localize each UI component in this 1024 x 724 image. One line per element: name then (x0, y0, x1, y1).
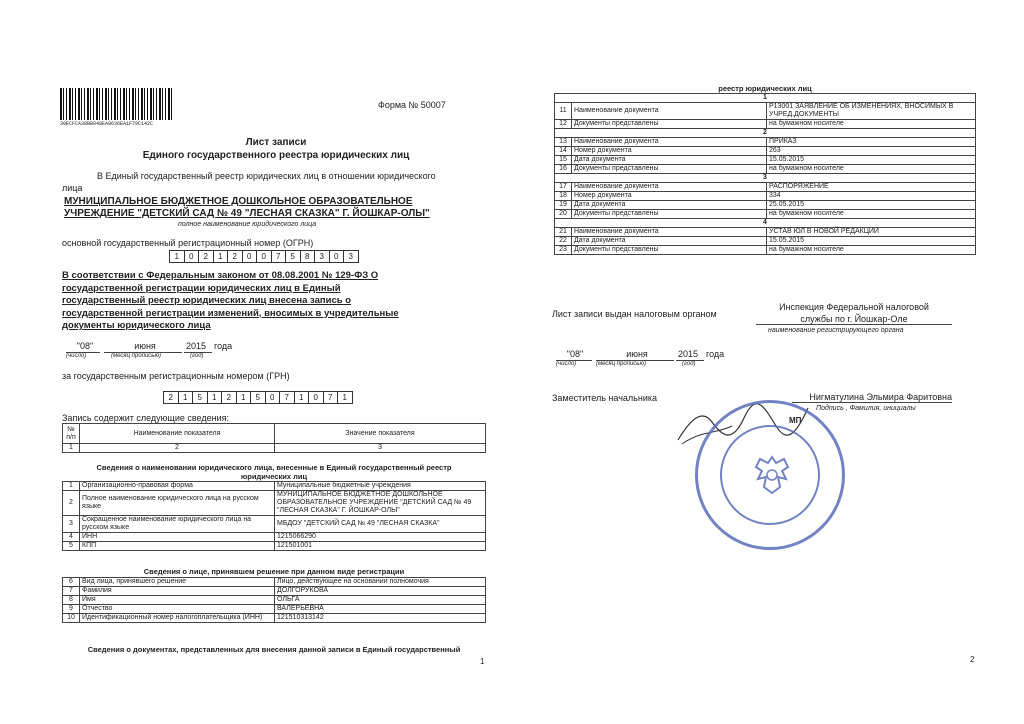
grn-label: за государственным регистрационным номером (ГРН) (62, 371, 290, 381)
row-number: 16 (555, 165, 572, 174)
group-index: 2 (555, 129, 976, 138)
row-indicator-name: Идентификационный номер налогоплательщика (ИНН) (80, 614, 275, 623)
ogrn-digit: 0 (242, 250, 258, 263)
ogrn-number (170, 250, 359, 263)
law-line: В соответствии с Федеральным законом от 08.08.2001 № 129-ФЗ О (62, 270, 379, 281)
row-number: 14 (555, 147, 572, 156)
row-indicator-name: Наименование документа (572, 183, 767, 192)
table-row (63, 516, 486, 533)
row-indicator-name: Дата документа (572, 156, 767, 165)
row-indicator-name: Вид лица, принявшего решение (80, 578, 275, 587)
col-index: 1 (63, 444, 80, 453)
table-row (555, 201, 976, 210)
row-number: 11 (555, 103, 572, 120)
law-line: документы юридического лица (62, 320, 211, 331)
row-number: 22 (555, 237, 572, 246)
row-number: 6 (63, 578, 80, 587)
ogrn-digit: 1 (169, 250, 185, 263)
grn-digit: 5 (250, 391, 266, 404)
org-full-name (64, 196, 464, 220)
issue-caption-year: (год) (682, 361, 696, 367)
table-row (555, 165, 976, 174)
law-line: государственной регистрации изменений, вносимых в учредительные (62, 307, 399, 319)
group-index: 1 (555, 94, 976, 103)
col-value-header: Значение показателя (275, 424, 486, 444)
official-seal (695, 400, 845, 550)
row-indicator-value: МУНИЦИПАЛЬНОЕ БЮДЖЕТНОЕ ДОШКОЛЬНОЕ ОБРАЗОВАТЕЛЬНОЕ УЧРЕЖДЕНИЕ "ДЕТСКИЙ САД № 49 "ЛЕСНАЯ СКАЗКА" Г. ЙОШКАР-ОЛЫ" (275, 491, 486, 516)
row-indicator-name: Наименование документа (572, 138, 767, 147)
row-number: 4 (63, 533, 80, 542)
row-indicator-name: Наименование документа (572, 228, 767, 237)
row-indicator-name: Документы представлены (572, 246, 767, 255)
table-row (63, 482, 486, 491)
group-index: 4 (555, 219, 976, 228)
row-indicator-name: Дата документа (572, 201, 767, 210)
org-name-line: МУНИЦИПАЛЬНОЕ БЮДЖЕТНОЕ ДОШКОЛЬНОЕ ОБРАЗОВАТЕЛЬНОЕ (64, 196, 413, 207)
row-number: 12 (555, 120, 572, 129)
caption-month: (месяц прописью) (111, 353, 161, 359)
ogrn-digit: 2 (227, 250, 243, 263)
row-indicator-name: Отчество (80, 605, 275, 614)
issue-caption-month: (месяц прописью) (596, 361, 646, 367)
documents-table (554, 93, 976, 255)
row-number: 3 (63, 516, 80, 533)
row-indicator-value: 25.05.2015 (767, 201, 976, 210)
doc-title: Лист записи (245, 137, 307, 148)
row-indicator-value: на бумажном носителе (767, 165, 976, 174)
registry-header: реестр юридических лиц (718, 84, 812, 93)
law-line: государственной регистрации юридических лиц в Единый (62, 282, 341, 294)
row-indicator-value: Муниципальные бюджетные учреждения (275, 482, 486, 491)
signer-caption: Подпись , Фамилия, инициалы (816, 405, 916, 412)
row-indicator-name: Номер документа (572, 192, 767, 201)
row-indicator-value: РАСПОРЯЖЕНИЕ (767, 183, 976, 192)
ogrn-digit: 3 (343, 250, 359, 263)
row-indicator-name: Сокращенное наименование юридического лица на русском языке (80, 516, 275, 533)
table-row (63, 542, 486, 551)
section-docs-title: Сведения о документах, представленных для внесения данной записи в Единый государственный (87, 645, 461, 654)
date-month: июня (134, 341, 156, 351)
ogrn-digit: 2 (198, 250, 214, 263)
date-day: "08" (76, 341, 94, 351)
issue-date-month: июня (626, 349, 648, 359)
table-row (63, 533, 486, 542)
table-row (555, 120, 976, 129)
signer-name: Нигматулина Эльмира Фаритовна (792, 392, 952, 403)
row-number: 9 (63, 605, 80, 614)
row-indicator-value: на бумажном носителе (767, 210, 976, 219)
row-indicator-value: 15.05.2015 (767, 237, 976, 246)
row-indicator-name: КПП (80, 542, 275, 551)
issue-date-year-suffix: года (706, 349, 725, 359)
row-indicator-name: Дата документа (572, 237, 767, 246)
table-row (555, 147, 976, 156)
table-row (555, 103, 976, 120)
form-number: Форма № 50007 (378, 100, 446, 110)
row-number: 13 (555, 138, 572, 147)
row-number: 2 (63, 491, 80, 516)
law-statement (62, 270, 442, 333)
table-row (63, 491, 486, 516)
group-index: 3 (555, 174, 976, 183)
date-year-suffix: года (214, 341, 233, 351)
table-row (63, 614, 486, 623)
row-indicator-value: 121510313142 (275, 614, 486, 623)
issued-label: Лист записи выдан налоговым органом (552, 309, 717, 319)
grn-digit: 7 (323, 391, 339, 404)
row-indicator-name: Имя (80, 596, 275, 605)
row-number: 23 (555, 246, 572, 255)
row-indicator-value: на бумажном носителе (767, 120, 976, 129)
table-row (63, 587, 486, 596)
barcode (60, 88, 172, 120)
grn-digit: 1 (236, 391, 252, 404)
intro-text: В Единый государственный реестр юридических лиц в отношении юридического (97, 171, 436, 181)
row-number: 5 (63, 542, 80, 551)
row-number: 20 (555, 210, 572, 219)
caption-year: (год) (190, 353, 204, 359)
grn-digit: 2 (163, 391, 179, 404)
row-indicator-name: Документы представлены (572, 165, 767, 174)
caption-day: (число) (66, 353, 87, 359)
authority-caption: наименование регистрирующего органа (768, 327, 904, 334)
ogrn-label: основной государственный регистрационный номер (ОГРН) (62, 238, 314, 248)
contains-label: Запись содержит следующие сведения: (62, 413, 229, 423)
col-number-header: № п/п (63, 424, 80, 444)
authority-line-2: службы по г. Йошкар-Оле (756, 314, 952, 325)
row-indicator-value: на бумажном носителе (767, 246, 976, 255)
authority-line-1: Инспекция Федеральной налоговой (779, 302, 929, 312)
section-name-title-2: юридических лиц (240, 472, 308, 481)
decision-person-table (62, 577, 486, 623)
row-number: 18 (555, 192, 572, 201)
ogrn-digit: 7 (271, 250, 287, 263)
row-indicator-name: Наименование документа (572, 103, 767, 120)
grn-digit: 0 (308, 391, 324, 404)
page-number: 1 (480, 657, 485, 666)
row-indicator-value: Р13001 ЗАЯВЛЕНИЕ ОБ ИЗМЕНЕНИЯХ, ВНОСИМЫХ В УЧРЕД.ДОКУМЕНТЫ (767, 103, 976, 120)
barcode-text: 30ECFCA38BB048EA9636EA1F79C142C (60, 121, 154, 127)
issue-caption-day: (число) (556, 361, 577, 367)
table-row (63, 605, 486, 614)
grn-digit: 7 (279, 391, 295, 404)
table-row (555, 246, 976, 255)
table-row (555, 210, 976, 219)
row-indicator-value: 263 (767, 147, 976, 156)
grn-number (164, 391, 353, 404)
doc-subtitle: Единого государственного реестра юридических лиц (142, 150, 410, 161)
date-year: 2015 (186, 341, 207, 351)
ogrn-digit: 1 (213, 250, 229, 263)
row-indicator-value: 1215066290 (275, 533, 486, 542)
ogrn-digit: 5 (285, 250, 301, 263)
double-headed-eagle-icon (750, 451, 794, 499)
ogrn-digit: 0 (184, 250, 200, 263)
ogrn-digit: 0 (329, 250, 345, 263)
row-number: 1 (63, 482, 80, 491)
row-indicator-name: Документы представлены (572, 210, 767, 219)
grn-digit: 1 (294, 391, 310, 404)
row-indicator-value: МБДОУ "ДЕТСКИЙ САД № 49 "ЛЕСНАЯ СКАЗКА" (275, 516, 486, 533)
table-row (555, 237, 976, 246)
ogrn-digit: 8 (300, 250, 316, 263)
table-row (555, 138, 976, 147)
col-index: 2 (80, 444, 275, 453)
row-indicator-name: ИНН (80, 533, 275, 542)
row-indicator-value: ДОЛГОРУКОВА (275, 587, 486, 596)
row-indicator-name: Документы представлены (572, 120, 767, 129)
grn-digit: 1 (207, 391, 223, 404)
org-name-table (62, 481, 486, 551)
row-indicator-value: ВАЛЕРЬЕВНА (275, 605, 486, 614)
org-name-line: УЧРЕЖДЕНИЕ "ДЕТСКИЙ САД № 49 "ЛЕСНАЯ СКАЗКА" Г. ЙОШКАР-ОЛЫ" (64, 208, 430, 219)
mp-mark: МП (789, 416, 802, 425)
col-name-header: Наименование показателя (80, 424, 275, 444)
intro-text-2: лица (62, 183, 83, 193)
row-indicator-value: 121501001 (275, 542, 486, 551)
row-number: 21 (555, 228, 572, 237)
issue-date-year: 2015 (678, 349, 699, 359)
row-indicator-value: ПРИКАЗ (767, 138, 976, 147)
row-number: 17 (555, 183, 572, 192)
row-indicator-name: Полное наименование юридического лица на русском языке (80, 491, 275, 516)
group-header-row (555, 174, 976, 183)
group-header-row (555, 219, 976, 228)
ogrn-digit: 3 (314, 250, 330, 263)
col-index: 3 (275, 444, 486, 453)
row-number: 15 (555, 156, 572, 165)
table-row (63, 578, 486, 587)
table-row (555, 156, 976, 165)
grn-digit: 2 (221, 391, 237, 404)
issue-date-day: "08" (566, 349, 584, 359)
header-table (62, 423, 486, 453)
ogrn-digit: 0 (256, 250, 272, 263)
row-number: 8 (63, 596, 80, 605)
row-indicator-name: Организационно-правовая форма (80, 482, 275, 491)
row-indicator-value: 15.05.2015 (767, 156, 976, 165)
row-indicator-value: 334 (767, 192, 976, 201)
row-indicator-name: Номер документа (572, 147, 767, 156)
group-header-row (555, 129, 976, 138)
table-row (555, 192, 976, 201)
page-number: 2 (970, 655, 975, 664)
section-name-title: Сведения о наименовании юридического лица, внесенные в Единый государственный реестр (96, 463, 452, 472)
grn-digit: 1 (178, 391, 194, 404)
seal-inner-ring (720, 425, 820, 525)
table-row (555, 183, 976, 192)
org-caption: полное наименование юридического лица (178, 221, 317, 228)
grn-digit: 0 (265, 391, 281, 404)
group-header-row (555, 94, 976, 103)
section-decision-title: Сведения о лице, принявшем решение при данном виде регистрации (143, 567, 405, 576)
signer-position: Заместитель начальника (552, 393, 658, 403)
row-indicator-value: УСТАВ ЮЛ В НОВОЙ РЕДАКЦИИ (767, 228, 976, 237)
grn-digit: 5 (192, 391, 208, 404)
table-row (555, 228, 976, 237)
row-indicator-value: ОЛЬГА (275, 596, 486, 605)
law-line: государственный реестр юридических лиц внесена запись о (62, 295, 352, 306)
table-row (63, 596, 486, 605)
grn-digit: 1 (337, 391, 353, 404)
row-number: 10 (63, 614, 80, 623)
page-2 (512, 0, 1024, 724)
row-number: 19 (555, 201, 572, 210)
row-indicator-value: Лицо, действующее на основании полномочия (275, 578, 486, 587)
row-number: 7 (63, 587, 80, 596)
row-indicator-name: Фамилия (80, 587, 275, 596)
